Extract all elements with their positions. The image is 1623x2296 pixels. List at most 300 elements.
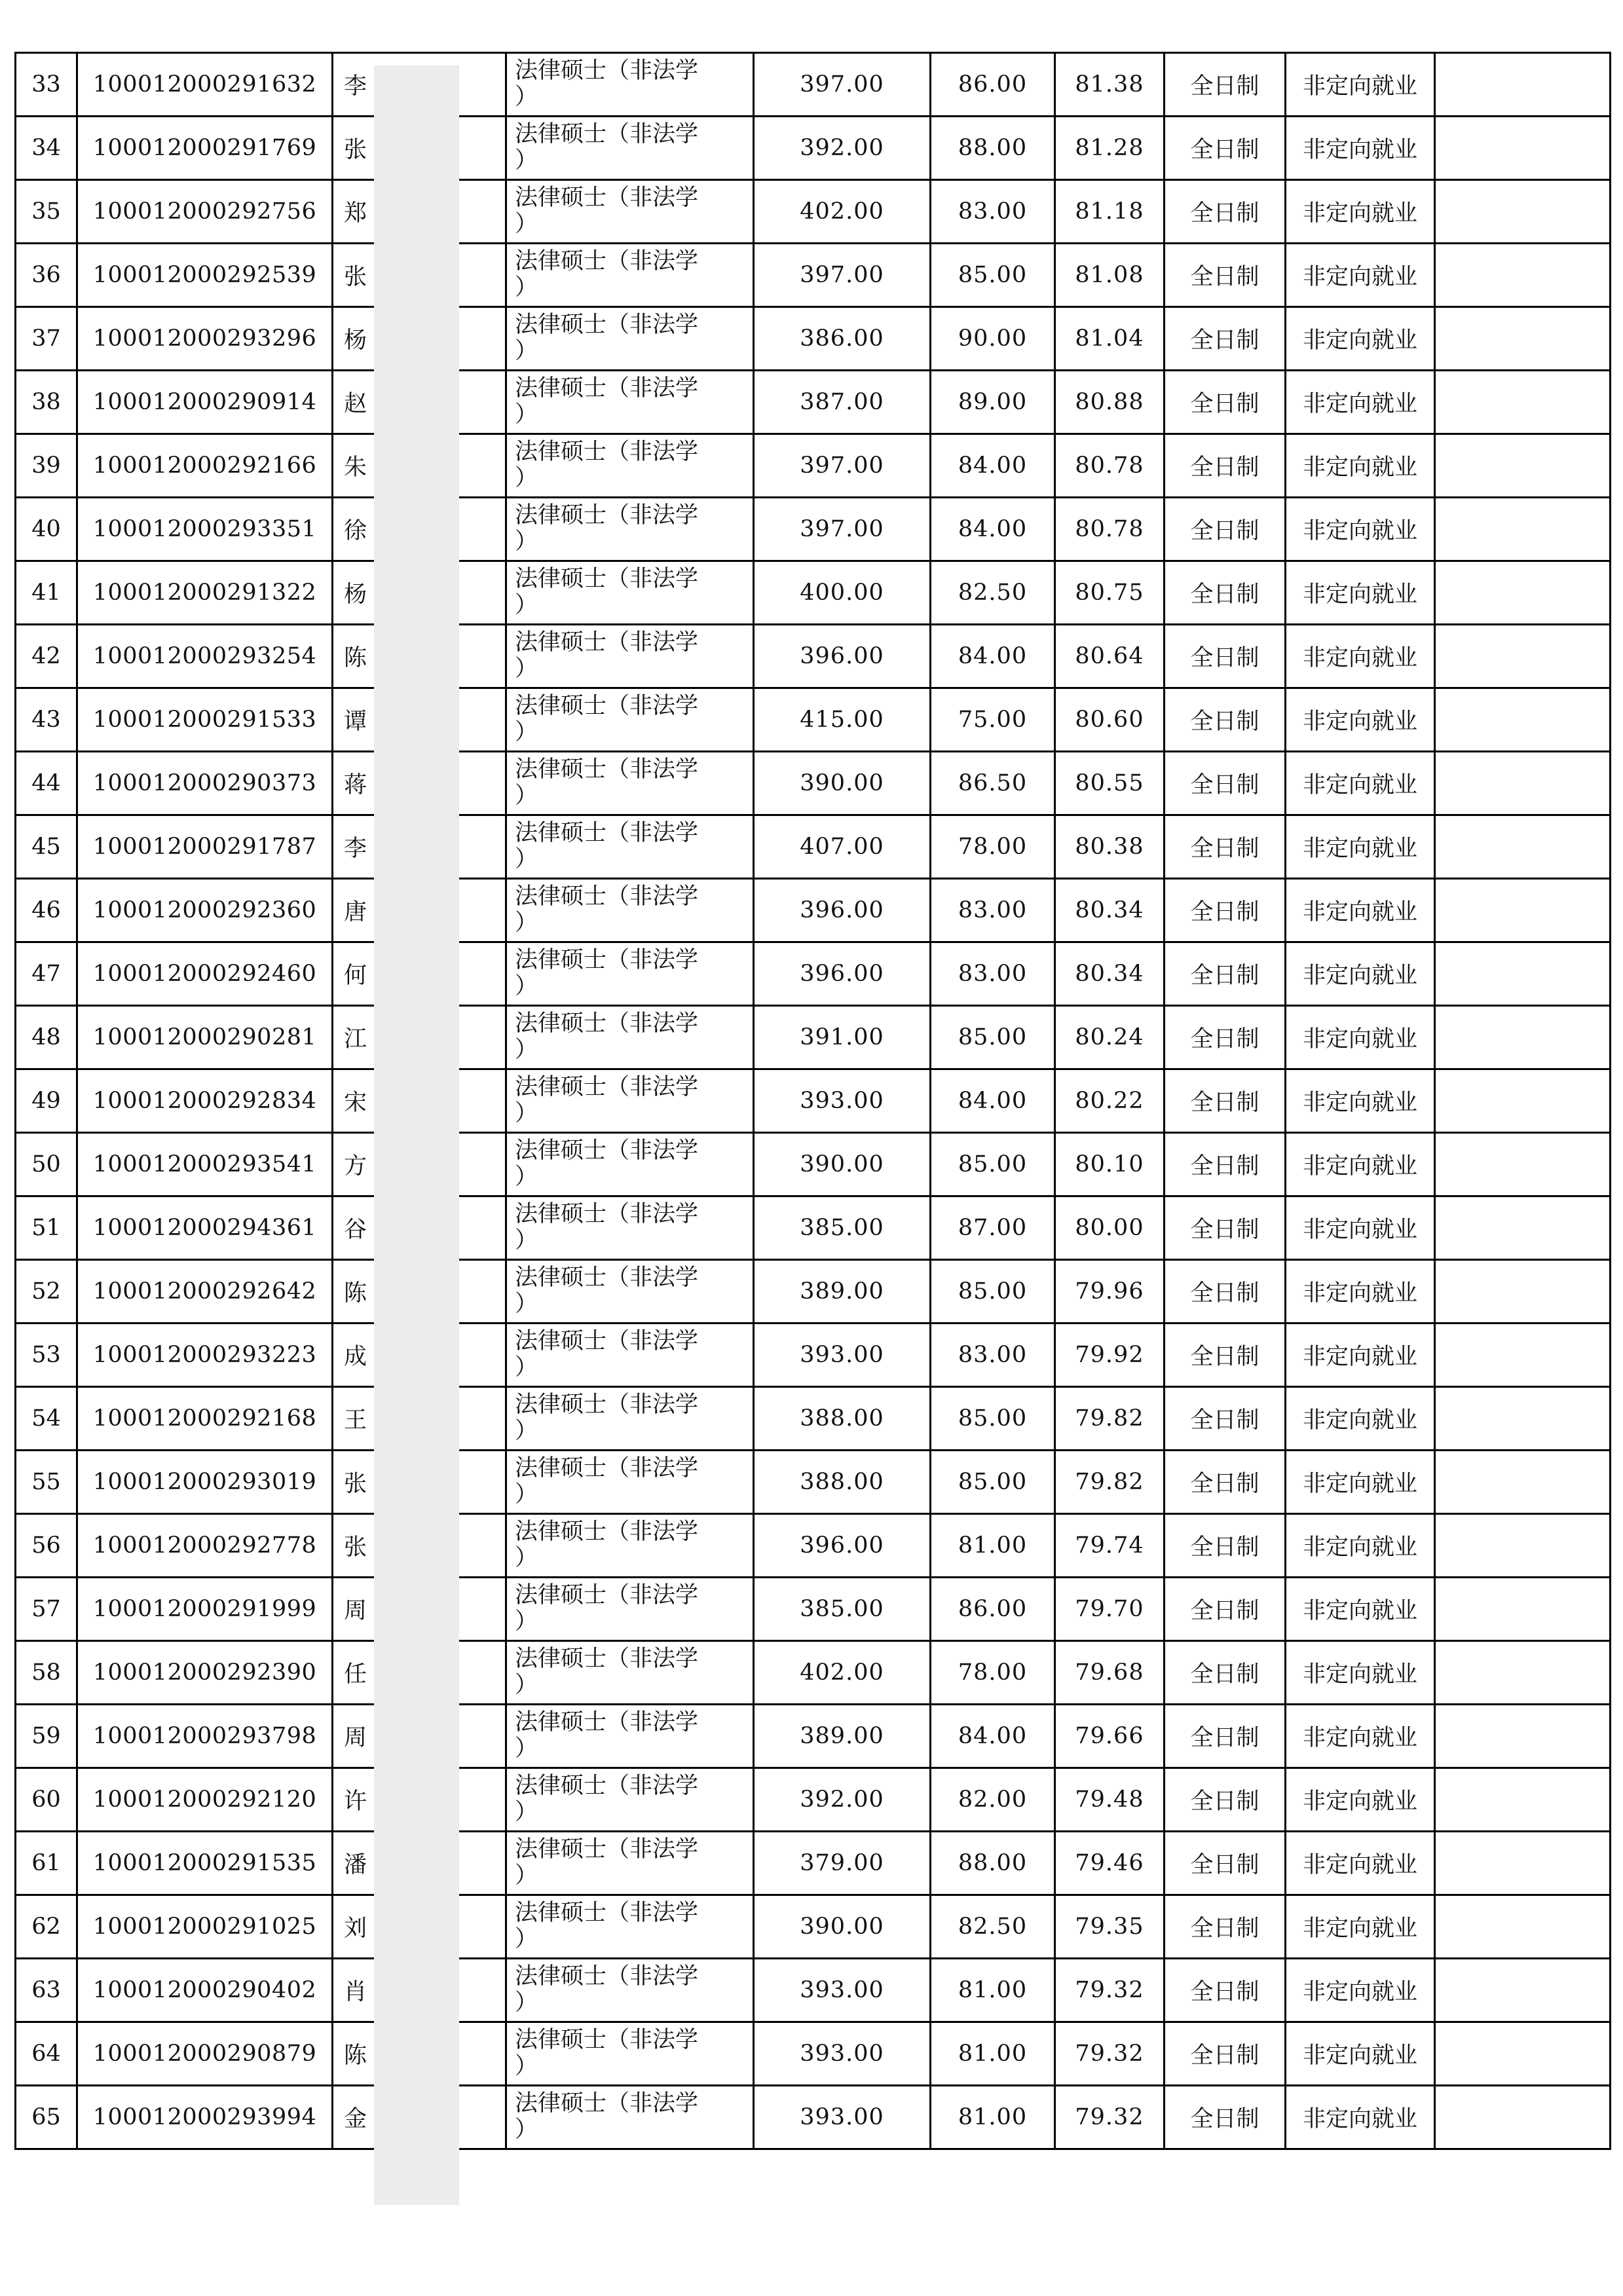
total-score-cell: 80.38 <box>1055 815 1165 879</box>
table-row <box>16 2086 1611 2149</box>
retest-score-cell: 83.00 <box>931 942 1055 1006</box>
employment-type-cell: 非定向就业 <box>1286 752 1435 815</box>
name-cell: 方 <box>333 1133 506 1196</box>
total-score-cell: 81.08 <box>1055 244 1165 307</box>
prelim-score-cell: 397.00 <box>754 498 931 561</box>
retest-score-cell: 78.00 <box>931 815 1055 879</box>
major-line-1: 法律硕士（非法学 <box>515 629 699 656</box>
major-cell <box>506 688 754 752</box>
name-cell: 陈 <box>333 1260 506 1324</box>
seq-cell: 36 <box>16 244 77 307</box>
major-cell <box>506 1260 754 1324</box>
total-score-cell: 79.82 <box>1055 1451 1165 1514</box>
note-cell <box>1435 1641 1611 1705</box>
employment-type-cell: 非定向就业 <box>1286 1832 1435 1895</box>
study-mode-cell: 全日制 <box>1165 1768 1286 1832</box>
major-cell <box>506 1133 754 1196</box>
exam-id-cell: 100012000293254 <box>77 625 333 688</box>
major-line-1: 法律硕士（非法学 <box>515 1836 699 1862</box>
table-row <box>16 2022 1611 2086</box>
major-line-2: ） <box>515 592 538 618</box>
retest-score-cell: 85.00 <box>931 1387 1055 1451</box>
study-mode-cell: 全日制 <box>1165 942 1286 1006</box>
total-score-cell: 80.88 <box>1055 371 1165 434</box>
total-score-cell: 81.18 <box>1055 180 1165 244</box>
employment-type-cell: 非定向就业 <box>1286 498 1435 561</box>
name-cell: 许 <box>333 1768 506 1832</box>
major-cell <box>506 1514 754 1578</box>
exam-id-cell: 100012000292834 <box>77 1069 333 1133</box>
prelim-score-cell: 390.00 <box>754 1895 931 1959</box>
major-line-2: ） <box>515 1672 538 1698</box>
major-line-1: 法律硕士（非法学 <box>515 1519 699 1545</box>
exam-id-cell: 100012000291322 <box>77 561 333 625</box>
seq-cell: 40 <box>16 498 77 561</box>
major-cell <box>506 2086 754 2149</box>
exam-id-cell: 100012000293019 <box>77 1451 333 1514</box>
seq-cell: 55 <box>16 1451 77 1514</box>
name-cell: 王 <box>333 1387 506 1451</box>
total-score-cell: 80.78 <box>1055 434 1165 498</box>
major-line-1: 法律硕士（非法学 <box>515 1010 699 1037</box>
major-line-1: 法律硕士（非法学 <box>515 883 699 910</box>
prelim-score-cell: 385.00 <box>754 1196 931 1260</box>
exam-id-cell: 100012000291533 <box>77 688 333 752</box>
table-row <box>16 1133 1611 1196</box>
employment-type-cell: 非定向就业 <box>1286 815 1435 879</box>
study-mode-cell: 全日制 <box>1165 561 1286 625</box>
major-line-1: 法律硕士（非法学 <box>515 375 699 401</box>
major-line-2: ） <box>515 1100 538 1126</box>
note-cell <box>1435 1260 1611 1324</box>
note-cell <box>1435 1768 1611 1832</box>
retest-score-cell: 84.00 <box>931 625 1055 688</box>
name-cell: 陈 <box>333 2022 506 2086</box>
study-mode-cell: 全日制 <box>1165 434 1286 498</box>
table-row <box>16 815 1611 879</box>
major-line-1: 法律硕士（非法学 <box>515 439 699 465</box>
major-cell <box>506 879 754 942</box>
retest-score-cell: 81.00 <box>931 1514 1055 1578</box>
exam-id-cell: 100012000290879 <box>77 2022 333 2086</box>
major-line-2: ） <box>515 1418 538 1444</box>
note-cell <box>1435 498 1611 561</box>
study-mode-cell: 全日制 <box>1165 1451 1286 1514</box>
name-cell: 张 <box>333 117 506 180</box>
major-cell <box>506 434 754 498</box>
seq-cell: 39 <box>16 434 77 498</box>
seq-cell: 45 <box>16 815 77 879</box>
major-line-2: ） <box>515 910 538 936</box>
major-cell <box>506 815 754 879</box>
name-cell: 朱 <box>333 434 506 498</box>
major-line-1: 法律硕士（非法学 <box>515 947 699 973</box>
major-cell <box>506 625 754 688</box>
seq-cell: 53 <box>16 1324 77 1387</box>
total-score-cell: 80.60 <box>1055 688 1165 752</box>
major-line-1: 法律硕士（非法学 <box>515 1773 699 1799</box>
prelim-score-cell: 392.00 <box>754 117 931 180</box>
study-mode-cell: 全日制 <box>1165 2086 1286 2149</box>
major-line-1: 法律硕士（非法学 <box>515 566 699 592</box>
major-line-2: ） <box>515 973 538 999</box>
total-score-cell: 79.48 <box>1055 1768 1165 1832</box>
major-line-2: ） <box>515 1481 538 1508</box>
retest-score-cell: 90.00 <box>931 307 1055 371</box>
major-line-1: 法律硕士（非法学 <box>515 502 699 528</box>
retest-score-cell: 81.00 <box>931 2022 1055 2086</box>
seq-cell: 59 <box>16 1705 77 1768</box>
prelim-score-cell: 388.00 <box>754 1387 931 1451</box>
note-cell <box>1435 625 1611 688</box>
major-cell <box>506 307 754 371</box>
note-cell <box>1435 1578 1611 1641</box>
name-cell: 成 <box>333 1324 506 1387</box>
exam-id-cell: 100012000290373 <box>77 752 333 815</box>
note-cell <box>1435 942 1611 1006</box>
major-cell <box>506 1006 754 1069</box>
table-row <box>16 498 1611 561</box>
major-cell <box>506 1578 754 1641</box>
retest-score-cell: 83.00 <box>931 180 1055 244</box>
admission-list-table <box>14 52 1611 2150</box>
table-row <box>16 1387 1611 1451</box>
prelim-score-cell: 407.00 <box>754 815 931 879</box>
total-score-cell: 80.78 <box>1055 498 1165 561</box>
exam-id-cell: 100012000291632 <box>77 53 333 117</box>
note-cell <box>1435 879 1611 942</box>
note-cell <box>1435 2022 1611 2086</box>
retest-score-cell: 85.00 <box>931 1133 1055 1196</box>
prelim-score-cell: 388.00 <box>754 1451 931 1514</box>
prelim-score-cell: 402.00 <box>754 180 931 244</box>
study-mode-cell: 全日制 <box>1165 1959 1286 2022</box>
retest-score-cell: 84.00 <box>931 498 1055 561</box>
seq-cell: 44 <box>16 752 77 815</box>
note-cell <box>1435 117 1611 180</box>
exam-id-cell: 100012000293798 <box>77 1705 333 1768</box>
prelim-score-cell: 393.00 <box>754 1069 931 1133</box>
major-line-2: ） <box>515 1164 538 1190</box>
prelim-score-cell: 389.00 <box>754 1705 931 1768</box>
study-mode-cell: 全日制 <box>1165 625 1286 688</box>
employment-type-cell: 非定向就业 <box>1286 1768 1435 1832</box>
seq-cell: 50 <box>16 1133 77 1196</box>
major-cell <box>506 1324 754 1387</box>
total-score-cell: 79.66 <box>1055 1705 1165 1768</box>
seq-cell: 54 <box>16 1387 77 1451</box>
table-row <box>16 434 1611 498</box>
note-cell <box>1435 1705 1611 1768</box>
employment-type-cell: 非定向就业 <box>1286 2086 1435 2149</box>
name-cell: 肖 <box>333 1959 506 2022</box>
exam-id-cell: 100012000293296 <box>77 307 333 371</box>
name-cell: 张 <box>333 1514 506 1578</box>
employment-type-cell: 非定向就业 <box>1286 879 1435 942</box>
major-line-1: 法律硕士（非法学 <box>515 1709 699 1735</box>
note-cell <box>1435 1832 1611 1895</box>
study-mode-cell: 全日制 <box>1165 180 1286 244</box>
prelim-score-cell: 393.00 <box>754 2086 931 2149</box>
employment-type-cell: 非定向就业 <box>1286 561 1435 625</box>
prelim-score-cell: 393.00 <box>754 1959 931 2022</box>
study-mode-cell: 全日制 <box>1165 1133 1286 1196</box>
retest-score-cell: 82.50 <box>931 1895 1055 1959</box>
note-cell <box>1435 2086 1611 2149</box>
employment-type-cell: 非定向就业 <box>1286 1387 1435 1451</box>
name-cell: 李 <box>333 53 506 117</box>
table-body <box>16 53 1611 2149</box>
major-line-2: ） <box>515 211 538 237</box>
table-row <box>16 1451 1611 1514</box>
major-line-2: ） <box>515 1354 538 1380</box>
name-cell: 何 <box>333 942 506 1006</box>
retest-score-cell: 85.00 <box>931 1451 1055 1514</box>
note-cell <box>1435 1514 1611 1578</box>
total-score-cell: 81.04 <box>1055 307 1165 371</box>
prelim-score-cell: 397.00 <box>754 53 931 117</box>
study-mode-cell: 全日制 <box>1165 752 1286 815</box>
note-cell <box>1435 1387 1611 1451</box>
note-cell <box>1435 1324 1611 1387</box>
prelim-score-cell: 392.00 <box>754 1768 931 1832</box>
major-line-1: 法律硕士（非法学 <box>515 1582 699 1608</box>
employment-type-cell: 非定向就业 <box>1286 1133 1435 1196</box>
note-cell <box>1435 1895 1611 1959</box>
major-cell <box>506 180 754 244</box>
note-cell <box>1435 1196 1611 1260</box>
major-cell <box>506 2022 754 2086</box>
name-cell: 郑 <box>333 180 506 244</box>
note-cell <box>1435 307 1611 371</box>
seq-cell: 33 <box>16 53 77 117</box>
note-cell <box>1435 561 1611 625</box>
employment-type-cell: 非定向就业 <box>1286 1006 1435 1069</box>
major-line-1: 法律硕士（非法学 <box>515 58 699 84</box>
exam-id-cell: 100012000292120 <box>77 1768 333 1832</box>
retest-score-cell: 84.00 <box>931 1705 1055 1768</box>
note-cell <box>1435 1133 1611 1196</box>
major-line-1: 法律硕士（非法学 <box>515 1074 699 1100</box>
table-row <box>16 625 1611 688</box>
employment-type-cell: 非定向就业 <box>1286 1451 1435 1514</box>
table-row <box>16 942 1611 1006</box>
exam-id-cell: 100012000292460 <box>77 942 333 1006</box>
name-cell: 江 <box>333 1006 506 1069</box>
note-cell <box>1435 244 1611 307</box>
major-line-2: ） <box>515 338 538 364</box>
name-cell: 杨 <box>333 561 506 625</box>
major-line-1: 法律硕士（非法学 <box>515 1265 699 1291</box>
seq-cell: 63 <box>16 1959 77 2022</box>
major-line-2: ） <box>515 2053 538 2079</box>
major-cell <box>506 53 754 117</box>
note-cell <box>1435 180 1611 244</box>
employment-type-cell: 非定向就业 <box>1286 688 1435 752</box>
prelim-score-cell: 397.00 <box>754 434 931 498</box>
name-cell: 谭 <box>333 688 506 752</box>
table-row <box>16 1260 1611 1324</box>
seq-cell: 57 <box>16 1578 77 1641</box>
study-mode-cell: 全日制 <box>1165 1514 1286 1578</box>
employment-type-cell: 非定向就业 <box>1286 2022 1435 2086</box>
major-line-2: ） <box>515 2117 538 2143</box>
prelim-score-cell: 390.00 <box>754 752 931 815</box>
major-line-2: ） <box>515 1037 538 1063</box>
total-score-cell: 79.32 <box>1055 2022 1165 2086</box>
employment-type-cell: 非定向就业 <box>1286 307 1435 371</box>
total-score-cell: 80.75 <box>1055 561 1165 625</box>
exam-id-cell: 100012000292539 <box>77 244 333 307</box>
major-cell <box>506 244 754 307</box>
major-cell <box>506 117 754 180</box>
table-row <box>16 117 1611 180</box>
total-score-cell: 80.34 <box>1055 942 1165 1006</box>
major-line-2: ） <box>515 84 538 110</box>
retest-score-cell: 88.00 <box>931 117 1055 180</box>
exam-id-cell: 100012000292360 <box>77 879 333 942</box>
total-score-cell: 80.64 <box>1055 625 1165 688</box>
study-mode-cell: 全日制 <box>1165 1578 1286 1641</box>
seq-cell: 65 <box>16 2086 77 2149</box>
major-line-1: 法律硕士（非法学 <box>515 248 699 274</box>
exam-id-cell: 100012000291787 <box>77 815 333 879</box>
major-cell <box>506 561 754 625</box>
exam-id-cell: 100012000292390 <box>77 1641 333 1705</box>
total-score-cell: 79.74 <box>1055 1514 1165 1578</box>
prelim-score-cell: 387.00 <box>754 371 931 434</box>
total-score-cell: 79.82 <box>1055 1387 1165 1451</box>
name-cell: 任 <box>333 1641 506 1705</box>
major-line-2: ） <box>515 1862 538 1889</box>
retest-score-cell: 81.00 <box>931 1959 1055 2022</box>
major-line-1: 法律硕士（非法学 <box>515 1963 699 1990</box>
seq-cell: 64 <box>16 2022 77 2086</box>
study-mode-cell: 全日制 <box>1165 371 1286 434</box>
table-row <box>16 1641 1611 1705</box>
note-cell <box>1435 1069 1611 1133</box>
prelim-score-cell: 402.00 <box>754 1641 931 1705</box>
name-cell: 刘 <box>333 1895 506 1959</box>
employment-type-cell: 非定向就业 <box>1286 1514 1435 1578</box>
major-line-1: 法律硕士（非法学 <box>515 185 699 211</box>
employment-type-cell: 非定向就业 <box>1286 53 1435 117</box>
major-line-2: ） <box>515 1735 538 1762</box>
employment-type-cell: 非定向就业 <box>1286 1895 1435 1959</box>
total-score-cell: 80.22 <box>1055 1069 1165 1133</box>
retest-score-cell: 85.00 <box>931 1260 1055 1324</box>
study-mode-cell: 全日制 <box>1165 1387 1286 1451</box>
note-cell <box>1435 53 1611 117</box>
retest-score-cell: 83.00 <box>931 1324 1055 1387</box>
table-row <box>16 1069 1611 1133</box>
major-line-1: 法律硕士（非法学 <box>515 1392 699 1418</box>
major-cell <box>506 371 754 434</box>
major-line-2: ） <box>515 528 538 555</box>
major-cell <box>506 1959 754 2022</box>
prelim-score-cell: 393.00 <box>754 1324 931 1387</box>
employment-type-cell: 非定向就业 <box>1286 244 1435 307</box>
retest-score-cell: 88.00 <box>931 1832 1055 1895</box>
exam-id-cell: 100012000293541 <box>77 1133 333 1196</box>
name-cell: 蒋 <box>333 752 506 815</box>
major-line-2: ） <box>515 846 538 872</box>
prelim-score-cell: 397.00 <box>754 244 931 307</box>
study-mode-cell: 全日制 <box>1165 498 1286 561</box>
seq-cell: 61 <box>16 1832 77 1895</box>
study-mode-cell: 全日制 <box>1165 1196 1286 1260</box>
major-line-1: 法律硕士（非法学 <box>515 1138 699 1164</box>
retest-score-cell: 86.50 <box>931 752 1055 815</box>
prelim-score-cell: 385.00 <box>754 1578 931 1641</box>
major-cell <box>506 1641 754 1705</box>
table-row <box>16 1578 1611 1641</box>
name-cell: 杨 <box>333 307 506 371</box>
prelim-score-cell: 396.00 <box>754 1514 931 1578</box>
name-cell: 周 <box>333 1578 506 1641</box>
exam-id-cell: 100012000293351 <box>77 498 333 561</box>
major-line-1: 法律硕士（非法学 <box>515 1201 699 1227</box>
employment-type-cell: 非定向就业 <box>1286 117 1435 180</box>
seq-cell: 52 <box>16 1260 77 1324</box>
name-redaction-overlay <box>374 65 459 2205</box>
major-line-2: ） <box>515 1926 538 1952</box>
employment-type-cell: 非定向就业 <box>1286 371 1435 434</box>
major-line-2: ） <box>515 1990 538 2016</box>
study-mode-cell: 全日制 <box>1165 815 1286 879</box>
study-mode-cell: 全日制 <box>1165 1832 1286 1895</box>
employment-type-cell: 非定向就业 <box>1286 1959 1435 2022</box>
table-row <box>16 1705 1611 1768</box>
table-row <box>16 561 1611 625</box>
note-cell <box>1435 434 1611 498</box>
seq-cell: 60 <box>16 1768 77 1832</box>
total-score-cell: 79.68 <box>1055 1641 1165 1705</box>
prelim-score-cell: 386.00 <box>754 307 931 371</box>
employment-type-cell: 非定向就业 <box>1286 1260 1435 1324</box>
table-row <box>16 53 1611 117</box>
prelim-score-cell: 396.00 <box>754 625 931 688</box>
employment-type-cell: 非定向就业 <box>1286 1069 1435 1133</box>
retest-score-cell: 86.00 <box>931 53 1055 117</box>
major-cell <box>506 498 754 561</box>
seq-cell: 51 <box>16 1196 77 1260</box>
seq-cell: 43 <box>16 688 77 752</box>
study-mode-cell: 全日制 <box>1165 1641 1286 1705</box>
table-row <box>16 1768 1611 1832</box>
exam-id-cell: 100012000291769 <box>77 117 333 180</box>
name-cell: 金 <box>333 2086 506 2149</box>
note-cell <box>1435 371 1611 434</box>
major-cell <box>506 752 754 815</box>
name-cell: 赵 <box>333 371 506 434</box>
name-cell: 宋 <box>333 1069 506 1133</box>
seq-cell: 41 <box>16 561 77 625</box>
note-cell <box>1435 815 1611 879</box>
study-mode-cell: 全日制 <box>1165 688 1286 752</box>
seq-cell: 34 <box>16 117 77 180</box>
table-row <box>16 1832 1611 1895</box>
retest-score-cell: 85.00 <box>931 244 1055 307</box>
employment-type-cell: 非定向就业 <box>1286 1324 1435 1387</box>
prelim-score-cell: 391.00 <box>754 1006 931 1069</box>
name-cell: 张 <box>333 1451 506 1514</box>
seq-cell: 47 <box>16 942 77 1006</box>
exam-id-cell: 100012000292778 <box>77 1514 333 1578</box>
retest-score-cell: 84.00 <box>931 434 1055 498</box>
table-row <box>16 244 1611 307</box>
table-row <box>16 1196 1611 1260</box>
